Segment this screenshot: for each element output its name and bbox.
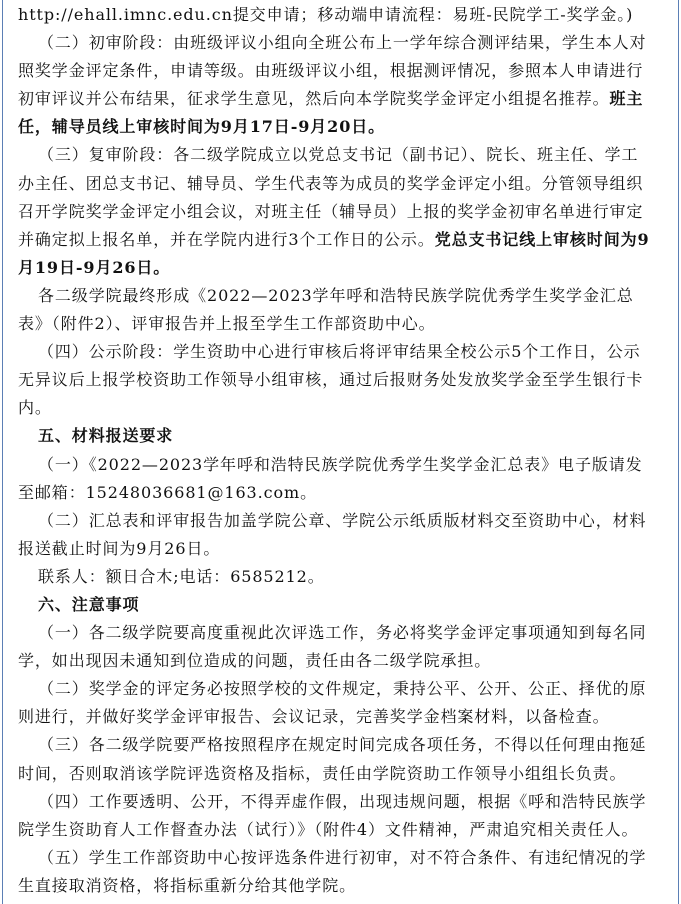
text: 召开学院奖学金评定小组会议，对班主任（辅导员）上报的奖学金初审名单进行审定 [18,201,644,221]
text: （二）奖学金的评定务必按照学校的文件规定，秉持公平、公开、公正、择优的原 [38,679,647,699]
text-line [18,170,666,198]
text-line [18,479,666,507]
text: 无异议后上报学校资助工作领导小组审核，通过后报财务处发放奖学金至学生银行卡 [18,370,644,390]
text-line [18,338,666,366]
text-line [18,451,666,479]
text: 照奖学金评定条件，申请等级。由班级评议小组，根据测评情况，参照本人申请进行 [18,61,644,81]
paragraph [18,1,666,29]
paragraph [18,563,666,591]
text-line [18,85,666,113]
paragraph [18,675,666,731]
text: 时间，否则取消该学院评选资格及指标，责任由学院资助工作领导小组组长负责。 [18,763,627,783]
paragraph [18,844,666,900]
text: 并确定拟上报名单，并在学院内进行3个工作日的公示。 [18,229,435,249]
text-line [18,844,666,872]
text: 至邮箱：15248036681@163.com。 [18,482,317,502]
paragraph [18,282,666,338]
paragraph [18,788,666,844]
text: 初审评议并公布结果，征求学生意见，然后向本学院奖学金评定小组提名推荐。 [18,89,610,109]
paragraph [18,591,666,619]
text-line [18,872,666,900]
text-line [18,1,666,29]
text: （一）《2022—2023学年呼和浩特民族学院优秀学生奖学金汇总表》电子版请发 [38,454,643,474]
text: http://ehall.imnc.edu.cn提交申请；移动端申请流程：易班-民院学工-奖学金。) [18,5,634,24]
text-line [18,647,666,675]
paragraph [18,29,666,141]
text: 联系人：额日合木;电话：6585212。 [38,566,325,586]
text-line [18,29,666,57]
bold-text: 五、材料报送要求 [38,426,174,446]
text: 生直接取消资格，将指标重新分给其他学院。 [18,875,357,895]
text: 内。 [18,398,52,418]
bold-text: 班主 [609,89,644,109]
paragraph [18,422,666,450]
text: （三）复审阶段：各二级学院成立以党总支书记（副书记）、院长、班主任、学工 [38,145,639,165]
text-line [18,675,666,703]
text: 表》（附件2）、评审报告并上报至学生工作部资助中心。 [18,314,436,334]
text: （五）学生工作部资助中心按评选条件进行初审，对不符合条件、有违纪情况的学 [38,847,647,867]
text: （二）汇总表和评审报告加盖学院公章、学院公示纸质版材料交至资助中心，材料 [38,510,647,530]
text: （二）初审阶段：由班级评议小组向全班公布上一学年综合测评结果，学生本人对 [38,33,647,53]
paragraph [18,731,666,787]
text-line [18,507,666,535]
text-line [18,310,666,338]
paragraph [18,619,666,675]
text: 各二级学院最终形成《2022—2023学年呼和浩特民族学院优秀学生奖学金汇总 [38,285,634,305]
text: 办主任、团总支书记、辅导员、学生代表等为成员的奖学金评定小组。分管领导组织 [18,173,644,193]
text: （四）公示阶段：学生资助中心进行审核后将评审结果全校公示5个工作日，公示 [38,342,641,362]
text: （四）工作要透明、公开，不得弄虚作假，出现违规问题，根据《呼和浩特民族学 [38,791,647,811]
text-line [18,619,666,647]
text: 学，如出现因未通知到位造成的问题，责任由各二级学院承担。 [18,651,492,671]
bold-text: 月19日-9月26日。 [18,257,171,277]
text: 则进行，并做好奖学金评审报告、会议记录，完善奖学金档案材料，以备检查。 [18,707,610,727]
text-line [18,591,666,619]
text-line [18,57,666,85]
paragraph [18,141,666,281]
text-line [18,113,666,141]
paragraph [18,451,666,507]
text-line [18,254,666,282]
paragraph [18,338,666,422]
text-line [18,282,666,310]
bold-text: 六、注意事项 [38,594,140,614]
text: （一）各二级学院要高度重视此次评选工作，务必将奖学金评定事项通知到每名同 [38,623,647,643]
text-line [18,816,666,844]
document-body [18,1,666,900]
paragraph [18,507,666,563]
text: 院学生资助育人工作督查办法（试行）》（附件4）文件精神，严肃追究相关责任人。 [18,819,639,839]
text-line [18,703,666,731]
text-line [18,394,666,422]
text-line [18,731,666,759]
text: 报送截止时间为9月26日。 [18,538,221,558]
text-line [18,198,666,226]
text-line [18,760,666,788]
text: （三）各二级学院要严格按照程序在规定时间完成各项任务，不得以任何理由拖延 [38,735,647,755]
text-line [18,141,666,169]
text-line [18,563,666,591]
text-line [18,226,666,254]
text-line [18,366,666,394]
bold-text: 党总支书记线上审核时间为9 [434,229,650,249]
text-line [18,788,666,816]
bold-text: 任，辅导员线上审核时间为9月17日-9月20日。 [18,117,386,137]
text-line [18,535,666,563]
text-line [18,422,666,450]
